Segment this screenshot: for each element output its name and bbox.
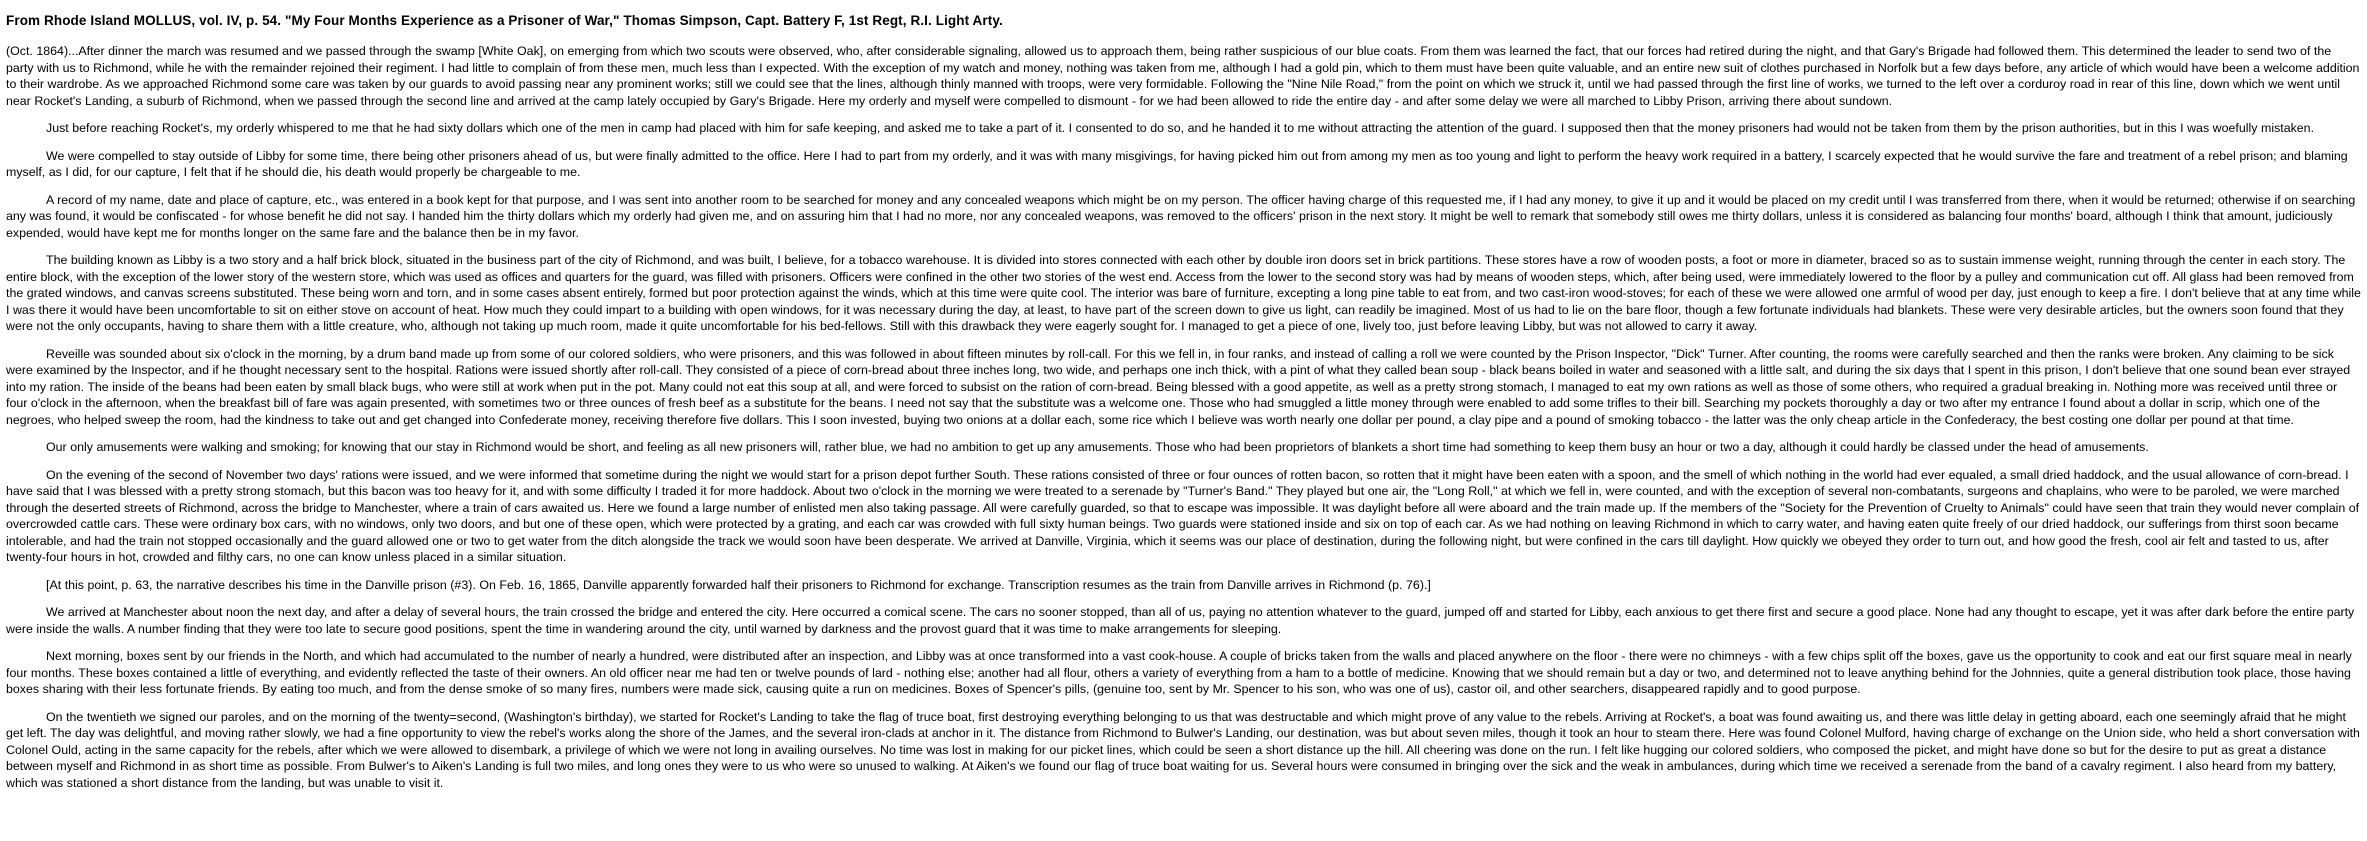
document-body (6, 43, 2361, 791)
paragraph-p1: (Oct. 1864)...After dinner the march was resumed and we passed through the swamp [White Oak], on emerging from which two scouts were observed, who, after considerable signaling, allowed us to approach them, being rather suspicious of our blue coats. From them was learned the fact, that our forces had retired during the night, and that Gary's Brigade had followed them. This determined the leader to send two of the party with us to Richmond, while he with the remainder rejoined their regiment. I had little to complain of from these men, much less than I expected. With the exception of my watch and money, nothing was taken from me, although I had a gold pin, which to them must have been quite valuable, and an entire new suit of clothes purchased in Norfolk but a few days before, any article of which would have been a welcome addition to their wardrobe. As we approached Richmond some care was taken by our guards to avoid passing near any prominent works; still we could see that the lines, although thinly manned with troops, were very formidable. Following the "Nine Nile Road," from the point on which we struck it, until we had passed through the first line of works, we turned to the left over a corduroy road in rear of this line, down which we went until near Rocket's Landing, a suburb of Richmond, when we passed through the second line and arrived at the camp lately occupied by Gary's Brigade. Here my orderly and myself were compelled to dismount - for we had been allowed to ride the entire day - and after some delay we were all marched to Libby Prison, arriving there about sundown. (6, 44, 2360, 108)
paragraph-p12: On the twentieth we signed our paroles, and on the morning of the twenty=second, (Washington's birthday), we started for Rocket's Landing to take the flag of truce boat, first destroying everything belonging to us that was destructable and which might prove of any value to the rebels. Arriving at Rocket's, a boat was found awaiting us, and there was little delay in getting aboard, each one seemingly afraid that he might get left. The day was delightful, and moving rather slowly, we had a fine opportunity to view the rebel's works along the shore of the James, and the several iron-clads at anchor in it. The distance from Richmond to Bulwer's Landing, our destination, was but about seven miles, though it took an hour to steam there. Here was found Colonel Mulford, having charge of exchange on the Union side, who held a short conversation with Colonel Ould, acting in the same capacity for the rebels, after which we were allowed to disembark, a privilege of which we were not long in availing ourselves. No time was lost in making for our picket lines, which could be seen a short distance up the hill. All cheering was done on the run. I felt like hugging our colored soldiers, who composed the picket, and might have done so but for the desire to put as great a distance between myself and Richmond in as short time as possible. From Bulwer's to Aiken's Landing is full two miles, and long ones they were to us who were so unused to walking. At Aiken's we found our flag of truce boat waiting for us. Several hours were consumed in bringing over the sick and the weak in ambulances, during which time we received a serenade from the band of a cavalry regiment. I also heard from my battery, which was stationed a short distance from the landing, but was unable to visit it. (6, 709, 2360, 790)
paragraph-p5: The building known as Libby is a two story and a half brick block, situated in the business part of the city of Richmond, and was built, I believe, for a tobacco warehouse. It is divided into stores connected with each other by double iron doors set in brick partitions. These stores have a row of wooden posts, a foot or more in diameter, braced so as to sustain immense weight, running through the center in each story. The entire block, with the exception of the lower story of the western store, which was used as offices and quarters for the guard, was filled with prisoners. Officers were confined in the other two stories of the west end. Access from the lower to the second story was had by means of wooden steps, which, after being used, were immediately lowered to the floor by a pulley and communication cut off. All glass had been removed from the grated windows, and canvas screens substituted. These being worn and torn, and in some cases absent entirely, formed but poor protection against the winds, which at this time were quite cool. The interior was bare of furniture, excepting a long pine table to eat from, and two cast-iron wood-stoves; for each of these we were allowed one armful of wood per day, just enough to keep a fire. I don't believe that at any time while I was there it would have been uncomfortable to sit on either stove on account of heat. How much they could impart to a building with open windows, for it was necessary during the day, at least, to have part of the screen down to give us light, can readily be imagined. Most of us had to lie on the bare floor, though a few fortunate individuals had blankets. These were very desirable articles, but the owners soon found that they were not the only occupants, having to share them with a little creature, who, although not taking up much room, made it quite uncomfortable for his bed-fellows. Still with this drawback they were eagerly sought for. I managed to get a piece of one, lively too, just before leaving Libby, but was not allowed to carry it away. (6, 253, 2361, 334)
paragraph-p3: We were compelled to stay outside of Libby for some time, there being other prisoners ahead of us, but were finally admitted to the office. Here I had to part from my orderly, and it was with many misgivings, for having picked him out from among my men as too young and light to perform the heavy work required in a battery, I scarcely expected that he would survive the fare and treatment of a rebel prison; and blaming myself, as I did, for our capture, I felt that if he should die, his death would properly be chargeable to me. (6, 148, 2348, 180)
paragraph-p6: Reveille was sounded about six o'clock in the morning, by a drum band made up from some of our colored soldiers, who were prisoners, and this was followed in about fifteen minutes by roll-call. For this we fell in, in four ranks, and instead of calling a roll we were counted by the Prison Inspector, "Dick" Turner. After counting, the rooms were carefully searched and then the ranks were broken. Any claiming to be sick were examined by the Inspector, and if he thought necessary sent to the hospital. Rations were issued shortly after roll-call. They consisted of a piece of corn-bread about three inches long, two wide, and perhaps one inch thick, with a pint of what they called bean soup - black beans boiled in water and seasoned with a little salt, and during the six days that I spent in this prison, I don't believe that one sound bean ever strayed into my ration. The inside of the beans had been eaten by small black bugs, who were still at work when put in the pot. Many could not eat this soup at all, and were forced to subsist on the ration of corn-bread. Being blessed with a good appetite, as well as a pretty strong stomach, I managed to eat my own rations as well as those of some others, who required a gradual breaking in. Nothing more was received until three or four o'clock in the afternoon, when the breakfast bill of fare was again presented, with sometimes two or three ounces of fresh beef as a substitute for the beans. I need not say that the substitute was a welcome one. Those who had smuggled a little money through were enabled to add some trifles to their bill. Searching my pockets thoroughly a day or two after my entrance I found about a dollar in scrip, which one of the negroes, who helped sweep the room, had the kindness to take out and get changed into Confederate money, receiving therefore five dollars. This I soon invested, buying two onions at a dollar each, some rice which I believe was worth nearly one dollar per pound, a clay pipe and a pound of smoking tobacco - the latter was the only cheap article in the Confederacy, the best costing one dollar per pound at that time. (6, 346, 2351, 427)
document-heading: From Rhode Island MOLLUS, vol. IV, p. 54. "My Four Months Experience as a Prisoner of War," Thomas Simpson, Capt. Battery F, 1st Regt, R.I. Light Arty. (6, 13, 1003, 28)
paragraph-p9: [At this point, p. 63, the narrative describes his time in the Danville prison (#3). On Feb. 16, 1865, Danville apparently forwarded half their prisoners to Richmond for exchange. Transcription resumes as the train from Danville arrives in Richmond (p. 76).] (46, 577, 1431, 592)
paragraph-p10: We arrived at Manchester about noon the next day, and after a delay of several hours, the train crossed the bridge and entered the city. Here occurred a comical scene. The cars no sooner stopped, than all of us, paying no attention whatever to the guard, jumped off and started for Libby, each anxious to get there first and secure a good place. None had any thought to escape, yet it was after dark before the entire party were inside the walls. A number finding that they were too late to secure good positions, spent the time in wandering around the city, until warned by darkness and the provost guard that it was time to make arrangements for sleeping. (6, 605, 2355, 636)
paragraph-p2: Just before reaching Rocket's, my orderly whispered to me that he had sixty dollars which one of the men in camp had placed with him for safe keeping, and asked me to take a part of it. I consented to do so, and he handed it to me without attracting the attention of the guard. I supposed then that the money prisoners had would not be taken from them by the prison authorities, but in this I was woefully mistaken. (46, 121, 2315, 136)
paragraph-p11: Next morning, boxes sent by our friends in the North, and which had accumulated to the number of nearly a hundred, were distributed after an inspection, and Libby was at once transformed into a vast cook-house. A couple of bricks taken from the walls and placed anywhere on the floor - there were no chimneys - with a few chips split off the boxes, gave us the opportunity to cook and eat our first square meal in nearly four months. These boxes contained a little of everything, and evidently reflected the taste of their owners. An old officer near me had ten or twelve pounds of lard - nothing else; another had all flour, others a variety of everything from a ham to a bottle of medicine. Knowing that we should remain but a day or two, and determined not to leave anything behind for the Johnnies, quite a general distribution took place, those having boxes sharing with their less fortunate friends. By eating too much, and from the dense smoke of so many fires, numbers were made sick, causing quite a run on medicines. Boxes of Spencer's pills, (genuine too, sent by Mr. Spencer to his son, who was one of us), castor oil, and other searchers, disappeared rapidly and to good purpose. (6, 649, 2352, 697)
paragraph-p7: Our only amusements were walking and smoking; for knowing that our stay in Richmond would be short, and feeling as all new prisoners will, rather blue, we had no ambition to get up any amusements. Those who had been proprietors of blankets a short time had something to keep them busy an hour or two a day, although it could hardly be classed under the head of amusements. (46, 440, 2149, 455)
paragraph-p8: On the evening of the second of November two days' rations were issued, and we were informed that sometime during the night we would start for a prison depot further South. These rations consisted of three or four ounces of rotten bacon, so rotten that it might have been eaten with a spoon, and the smell of which nothing in the world had ever equaled, a small dried haddock, and the usual allowance of corn-bread. I have said that I was blessed with a pretty strong stomach, but this bacon was too heavy for it, and with some difficulty I traded it for more haddock. About two o'clock in the morning we were treated to a serenade by "Turner's Band." They played but one air, the "Long Roll," at which we fell in, were counted, and with the exception of several non-combatants, surgeons and chaplains, who were to be paroled, we were marched through the deserted streets of Richmond, across the bridge to Manchester, where a train of cars awaited us. Here we found a large number of enlisted men also taking passage. All were carefully guarded, so that to escape was impossible. It was daylight before all were aboard and the train made up. If the members of the "Society for the Prevention of Cruelty to Animals" could have seen that train they would never complain of overcrowded cattle cars. These were ordinary box cars, with no windows, only two doors, and but one of these open, which were protected by a grating, and each car was crowded with full sixty human beings. Two guards were stationed inside and six on top of each car. As we had nothing on leaving Richmond in which to carry water, and having eaten quite freely of our dried haddock, our sufferings from thirst soon became intolerable, and had the train not stopped occasionally and the guard allowed one or two to get water from the ditch alongside the track we would soon have been desperate. We arrived at Danville, Virginia, which it seems was our place of destination, during the following night, but were confined in the cars till daylight. How quickly we obeyed they order to turn out, and how good the fresh, cool air felt and tasted to us, after twenty-four hours in hot, crowded and filthy cars, no one can know unless placed in a similar situation. (6, 467, 2360, 565)
paragraph-p4: A record of my name, date and place of capture, etc., was entered in a book kept for that purpose, and I was sent into another room to be searched for money and any concealed weapons which might be on my person. The officer having charge of this requested me, if I had any money, to give it up and it would be placed on my credit until I was transferred from there, when it would be returned; otherwise if on searching any was found, it would be confiscated - for whose benefit he did not say. I handed him the thirty dollars which my orderly had given me, and on assuring him that I had no more, nor any concealed weapons, was removed to the officers' prison in the next story. It might be well to remark that somebody still owes me thirty dollars, unless it is considered as balancing four months' board, although I think that amount, judiciously expended, would have kept me for months longer on the same fare and the balance then be in my favor. (6, 192, 2356, 240)
